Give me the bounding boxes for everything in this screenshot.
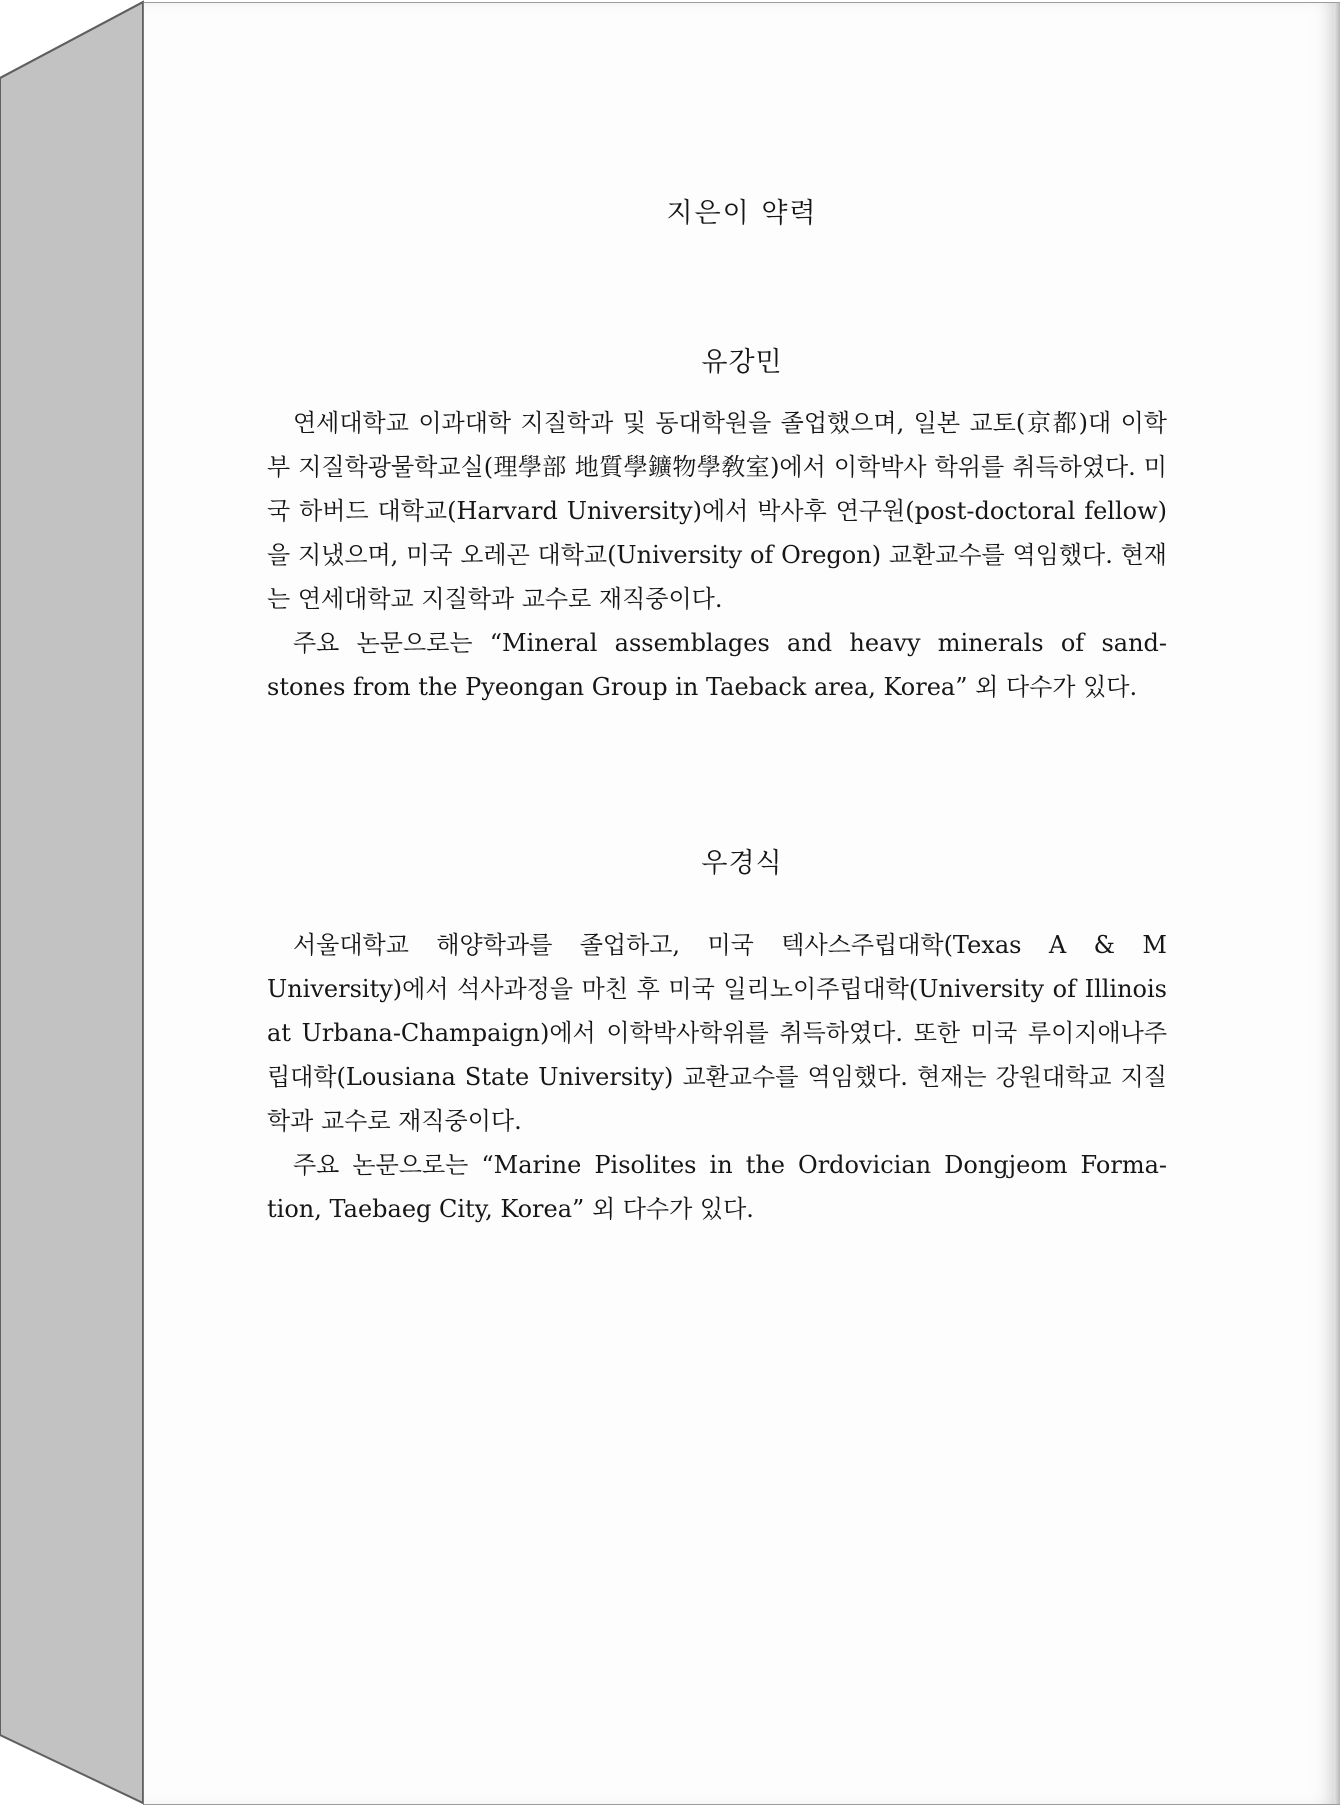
page-title: 지은이 약력 — [666, 198, 818, 229]
document-page — [143, 2, 1340, 1805]
author-1-bio-paragraph: 연세대학교 이과대학 지질학과 및 동대학원을 졸업했으며, 일본 교토(京都)대 이학부 지질학광물학교실(理學部 地質學鑛物學敎室)에서 이학박사 학위를 취득하였다. 미국 하버드 대학교(Harvard University)에서 박사후 연구원(post-doctoral fellow)을 지냈으며, 미국 오레곤 대학교(University of Oregon) 교환교수를 역임했다. 현재는 연세대학교 지질학과 교수로 재직중이다. — [267, 409, 1167, 613]
author-bio-2 — [267, 923, 1167, 1231]
author-name-2: 우경식 — [701, 848, 783, 879]
author-2-publications-paragraph: 주요 논문으로는 “Marine Pisolites in the Ordovician Dongjeom Forma-tion, Taebaeg City, Korea” 외 다수가 있다. — [267, 1151, 1167, 1223]
author-1-publications-paragraph: 주요 논문으로는 “Mineral assemblages and heavy minerals of sand-stones from the Pyeongan Group in Taeback area, Korea” 외 다수가 있다. — [267, 629, 1167, 701]
book-spine — [0, 0, 146, 1806]
author-name-1: 유강민 — [701, 347, 783, 378]
page-edge-shadow — [1334, 3, 1340, 1804]
author-bio-1 — [267, 401, 1167, 709]
author-2-bio-paragraph: 서울대학교 해양학과를 졸업하고, 미국 텍사스주립대학(Texas A & M University)에서 석사과정을 마친 후 미국 일리노이주립대학(University of Illinois at Urbana-Champaign)에서 이학박사학위를 취득하였다. 또한 미국 루이지애나주립대학(Lousiana State University) 교환교수를 역임했다. 현재는 강원대학교 지질학과 교수로 재직중이다. — [267, 931, 1167, 1135]
